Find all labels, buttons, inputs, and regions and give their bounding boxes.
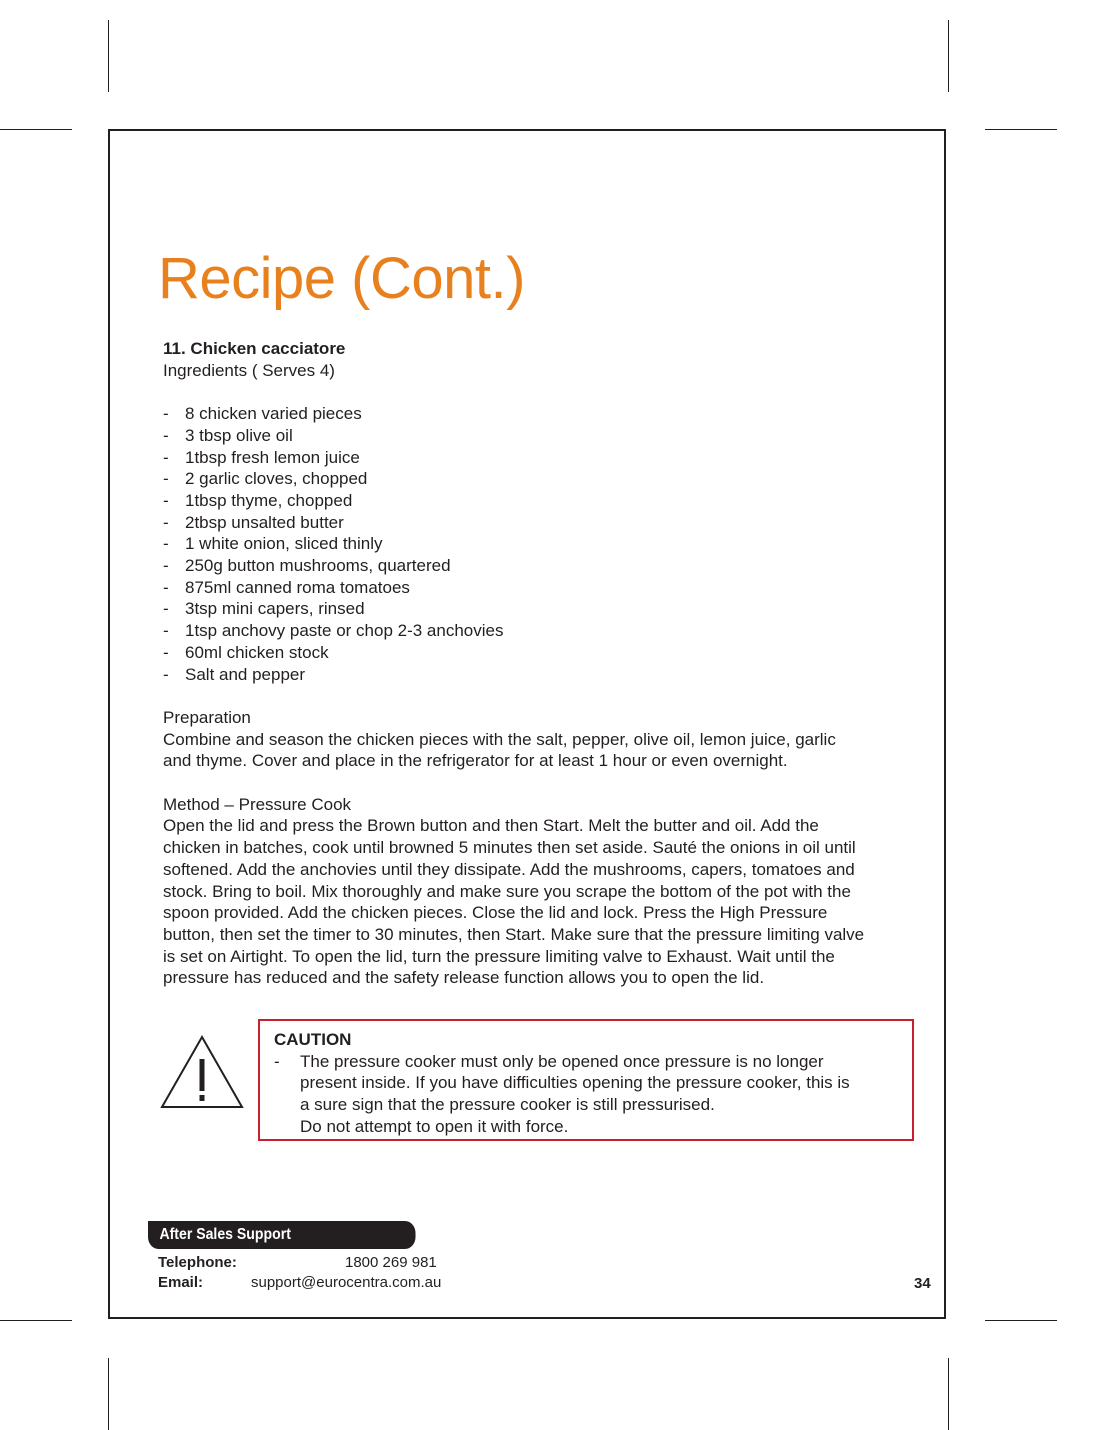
method-line: button, then set the timer to 30 minutes, then Start. Make sure that the pressure limiting valve [163, 924, 865, 944]
method-line: is set on Airtight. To open the lid, turn the pressure limiting valve to Exhaust. Wait until the [163, 946, 835, 966]
method-line: stock. Bring to boil. Mix thoroughly and make sure you scrape the bottom of the pot with the [163, 881, 851, 901]
list-item: - 60ml chicken stock [163, 642, 329, 662]
telephone-label: Telephone: [158, 1254, 237, 1271]
method-line: Open the lid and press the Brown button and then Start. Melt the butter and oil. Add the [163, 816, 819, 836]
list-item: - 3tsp mini capers, rinsed [163, 599, 365, 619]
page-title: Recipe (Cont.) [158, 246, 525, 311]
list-item: - 2 garlic cloves, chopped [163, 469, 368, 489]
list-item: - 3 tbsp olive oil [163, 425, 293, 445]
crop-mark [985, 1320, 1057, 1321]
recipe-title: 11. Chicken cacciatore [163, 339, 346, 358]
caution-title: CAUTION [274, 1030, 352, 1049]
list-item: - 1tsp anchovy paste or chop 2-3 anchovies [163, 621, 504, 641]
list-item: - Salt and pepper [163, 664, 306, 684]
support-email-row [158, 1273, 203, 1293]
recipe-content [163, 338, 923, 989]
method-heading: Method – Pressure Cook [163, 794, 352, 814]
list-item: - 1tbsp fresh lemon juice [163, 447, 360, 467]
caution-box [258, 1019, 914, 1141]
support-email-value: support@eurocentra.com.au [251, 1274, 442, 1291]
method-line: pressure has reduced and the safety release function allows you to open the lid. [163, 968, 765, 988]
list-item: - 8 chicken varied pieces [163, 404, 362, 424]
caution-line: a sure sign that the pressure cooker is still pressurised. [300, 1095, 715, 1115]
email-label: Email: [158, 1274, 204, 1291]
page-number: 34 [914, 1275, 931, 1292]
crop-mark [948, 1358, 949, 1430]
crop-mark [108, 1358, 109, 1430]
list-item: - 875ml canned roma tomatoes [163, 577, 410, 597]
list-item: - 1tbsp thyme, chopped [163, 490, 353, 510]
crop-mark [985, 129, 1057, 130]
list-item: - 250g button mushrooms, quartered [163, 556, 451, 576]
ingredients-heading: Ingredients ( Serves 4) [163, 360, 335, 380]
crop-mark [0, 129, 72, 130]
preparation-line: Combine and season the chicken pieces with the salt, pepper, olive oil, lemon juice, garlic [163, 729, 836, 749]
list-item: - 1 white onion, sliced thinly [163, 534, 383, 554]
crop-mark [948, 20, 949, 92]
method-line: spoon provided. Add the chicken pieces. Close the lid and lock. Press the High Pressure [163, 903, 828, 923]
preparation-heading: Preparation [163, 707, 251, 727]
support-telephone-value: 1800 269 981 [345, 1254, 437, 1271]
caution-line: present inside. If you have difficulties opening the pressure cooker, this is [300, 1073, 850, 1093]
caution-line: Do not attempt to open it with force. [300, 1116, 569, 1136]
after-sales-support-heading: After Sales Support [148, 1221, 416, 1249]
method-line: chicken in batches, cook until browned 5 minutes then set aside. Sauté the onions in oil until [163, 838, 856, 858]
support-telephone-row [158, 1253, 237, 1273]
list-item: - 2tbsp unsalted butter [163, 512, 344, 532]
caution-line: The pressure cooker must only be opened once pressure is no longer [300, 1051, 824, 1071]
warning-triangle-icon [160, 1034, 244, 1110]
method-line: softened. Add the anchovies until they dissipate. Add the mushrooms, capers, tomatoes and [163, 859, 855, 879]
ingredients-list [163, 403, 923, 685]
caution-text: - The pressure cooker must only be opened once pressure is no longer present inside. If you have difficulties opening the pressure cooker, this is a sure sign that the pressure cooker is still pressurised. Do not attempt to open it with force. [274, 1051, 898, 1138]
crop-mark [0, 1320, 72, 1321]
preparation-line: and thyme. Cover and place in the refrigerator for at least 1 hour or even overnight. [163, 751, 788, 771]
crop-mark [108, 20, 109, 92]
